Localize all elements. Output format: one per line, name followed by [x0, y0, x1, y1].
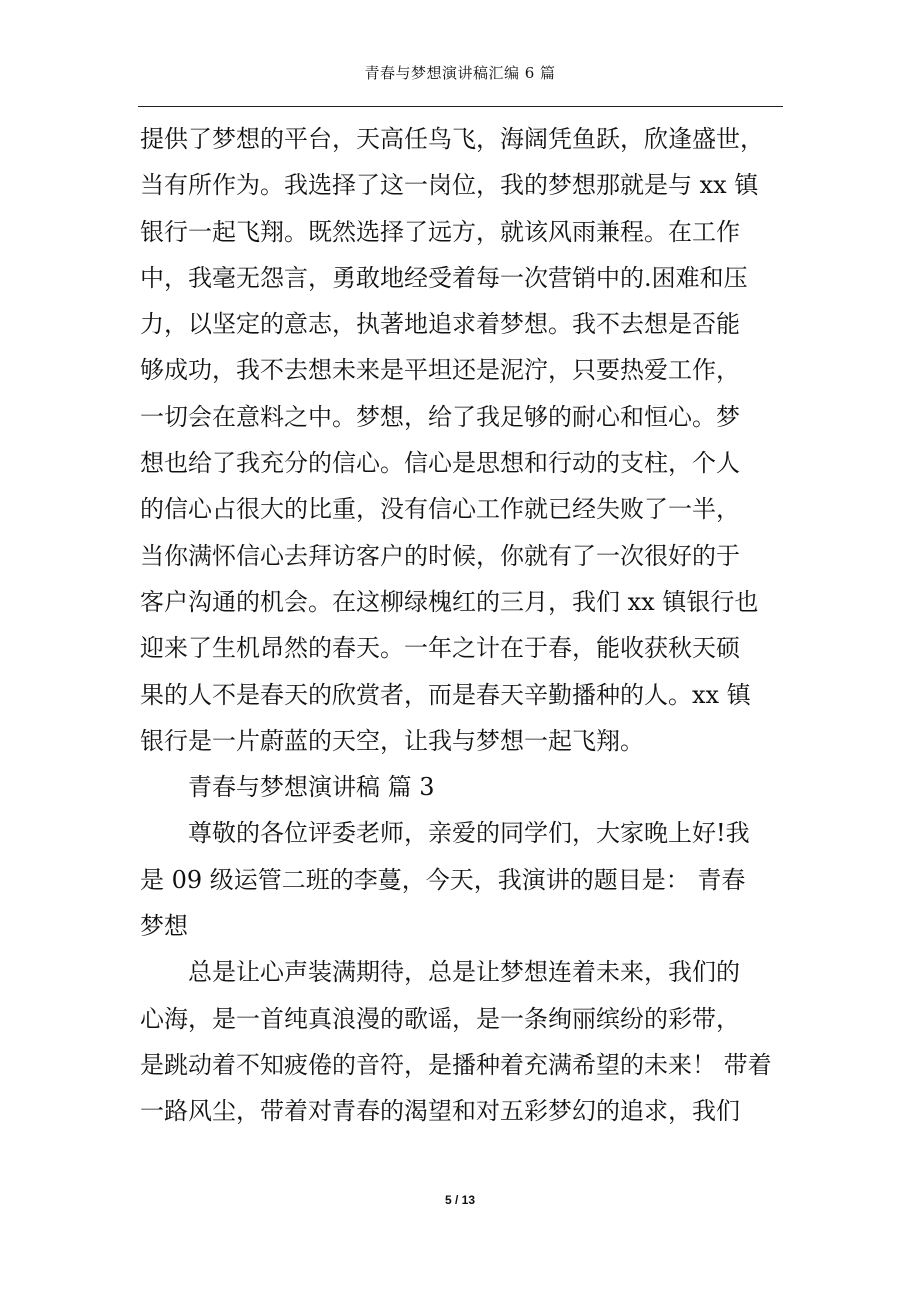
text-line: 果的人不是春天的欣赏者，而是春天辛勤播种的人。xx 镇	[140, 680, 751, 709]
page-number: 5 / 13	[444, 1193, 476, 1207]
text-line: 一切会在意料之中。梦想，给了我足够的耐心和恒心。梦	[140, 402, 740, 431]
text-line: 提供了梦想的平台，天高任鸟飞，海阔凭鱼跃，欣逢盛世，	[140, 125, 764, 153]
text-line: 是 09 级运管二班的李蔓，今天，我演讲的题目是： 青春	[140, 865, 746, 894]
document-body	[140, 116, 785, 1135]
text-line: 总是让心声装满期待，总是让梦想连着未来，我们的	[188, 958, 740, 987]
page-header: 青春与梦想演讲稿汇编 6 篇	[364, 64, 556, 82]
text-line: 心海，是一首纯真浪漫的歌谣，是一条绚丽缤纷的彩带，	[140, 1004, 740, 1033]
text-line: 梦想	[140, 912, 188, 941]
text-line: 够成功，我不去想未来是平坦还是泥泞，只要热爱工作，	[140, 356, 740, 385]
text-line: 银行一起飞翔。既然选择了远方，就该风雨兼程。在工作	[140, 217, 740, 246]
text-line: 中，我毫无怨言，勇敢地经受着每一次营销中的.困难和压	[140, 263, 748, 292]
text-line: 一路风尘，带着对青春的渴望和对五彩梦幻的追求，我们	[140, 1097, 740, 1126]
text-line: 的信心占很大的比重，没有信心工作就已经失败了一半，	[140, 495, 740, 524]
text-line: 尊敬的各位评委老师，亲爱的同学们，大家晚上好!我	[188, 819, 750, 848]
text-line: 是跳动着不知疲倦的音符，是播种着充满希望的未来！ 带着	[140, 1050, 772, 1079]
text-line: 银行是一片蔚蓝的天空，让我与梦想一起飞翔。	[140, 726, 644, 755]
text-line: 当你满怀信心去拜访客户的时候，你就有了一次很好的于	[140, 541, 740, 570]
text-line: 力，以坚定的意志，执著地追求着梦想。我不去想是否能	[140, 310, 740, 339]
header-divider	[138, 106, 783, 107]
text-line: 迎来了生机昂然的春天。一年之计在于春，能收获秋天硕	[140, 634, 740, 663]
text-line: 客户沟通的机会。在这柳绿槐红的三月，我们 xx 镇银行也	[140, 587, 759, 616]
section-heading: 青春与梦想演讲稿 篇 3	[188, 773, 435, 802]
text-line: 当有所作为。我选择了这一岗位，我的梦想那就是与 xx 镇	[140, 171, 759, 200]
text-line: 想也给了我充分的信心。信心是思想和行动的支柱，个人	[140, 449, 740, 478]
